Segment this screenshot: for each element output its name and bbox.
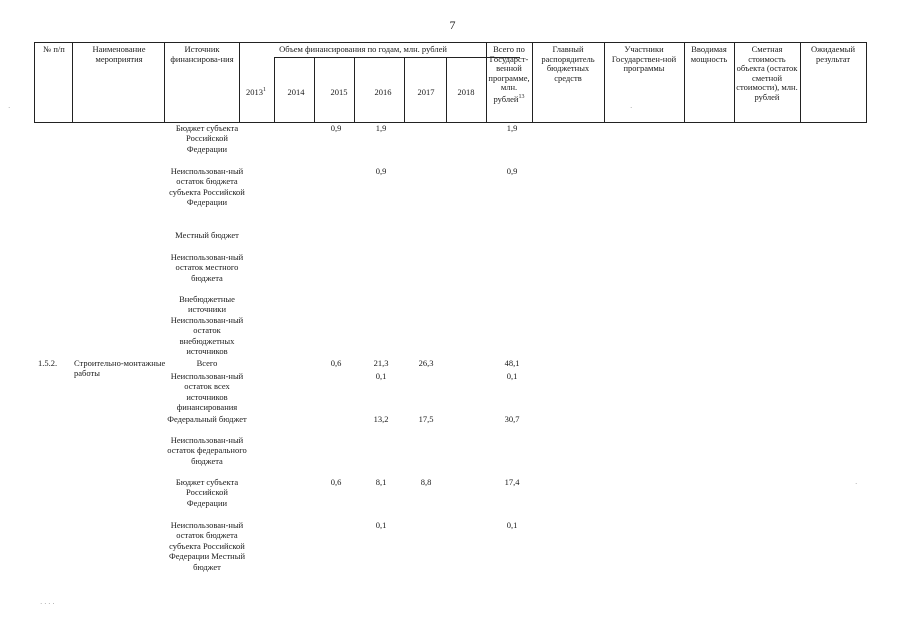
year-2016: 2016 — [374, 87, 392, 97]
cell-2017: 26,3 — [418, 358, 434, 368]
volume-subheader-border — [274, 57, 520, 58]
header-source: Источник финансирова-ния — [170, 44, 234, 64]
cell-2016: 0,9 — [375, 166, 387, 176]
row-source: Неиспользован-ный остаток внебюджетных источников — [170, 315, 244, 357]
cell-total: 0,9 — [506, 166, 518, 176]
col-border — [800, 42, 801, 123]
col-border — [72, 42, 73, 123]
cell-2017: 8,8 — [420, 477, 432, 487]
cell-2016: 13,2 — [373, 414, 389, 424]
header-total: Всего по Государст-венной программе, млн. рублей$^{13}$ — [488, 44, 530, 104]
header-capacity: Вводимая мощность — [690, 44, 728, 64]
cell-2016: 0,1 — [375, 371, 387, 381]
col-border — [866, 42, 867, 123]
col-border — [239, 42, 240, 123]
col-border — [164, 42, 165, 123]
col-border — [404, 57, 405, 123]
row-source: Всего — [196, 358, 218, 368]
year-2014: 2014 — [287, 87, 305, 97]
year-2018: 2018 — [457, 87, 475, 97]
row-source: Неиспользован-ный остаток бюджета субъекта Российской Федерации — [169, 166, 245, 208]
scan-speck: · · · · — [40, 600, 55, 608]
header-participants: Участники Государствен-ной программы — [611, 44, 677, 73]
cell-2017: 17,5 — [418, 414, 434, 424]
header-bottom-border — [34, 122, 867, 123]
activity-name: Строительно-монтажные работы — [74, 358, 166, 379]
cell-2016: 0,1 — [375, 520, 387, 530]
header-volume: Объем финансирования по годам, млн. рублей — [279, 44, 447, 54]
header-manager: Главный распорядитель бюджетных средств — [541, 44, 595, 83]
col-border — [532, 42, 533, 123]
scan-speck: · — [630, 104, 633, 112]
scan-speck: · — [8, 104, 11, 112]
cell-total: 1,9 — [506, 123, 518, 133]
header-result: Ожидаемый результат — [810, 44, 856, 64]
page-number: 7 — [449, 18, 456, 32]
year-2015: 2015 — [330, 87, 348, 97]
row-source: Бюджет субъекта Российской Федерации — [175, 477, 239, 508]
cell-2015: 0,6 — [330, 477, 342, 487]
row-source: Местный бюджет — [175, 230, 239, 240]
cell-2015: 0,9 — [330, 123, 342, 133]
year-2013: 2013$^1$ — [246, 87, 266, 97]
row-source: Неиспользован-ный остаток бюджета субъекта Российской Федерации Местный бюджет — [169, 520, 245, 572]
row-source: Неиспользован-ный остаток всех источников финансирования — [170, 371, 244, 413]
scan-speck: · — [855, 480, 858, 488]
row-source: Неиспользован-ный остаток федерального бюджета — [167, 435, 247, 466]
header-num: № п/п — [43, 44, 65, 54]
col-border — [34, 42, 35, 123]
row-number: 1.5.2. — [38, 358, 58, 368]
cell-total: 17,4 — [504, 477, 520, 487]
col-border — [604, 42, 605, 123]
row-source: Бюджет субъекта Российской Федерации — [175, 123, 239, 154]
col-border — [684, 42, 685, 123]
cell-total: 48,1 — [504, 358, 520, 368]
header-top-border — [34, 42, 867, 43]
year-2017: 2017 — [417, 87, 435, 97]
cell-total: 0,1 — [506, 520, 518, 530]
cell-2015: 0,6 — [330, 358, 342, 368]
cell-total: 0,1 — [506, 371, 518, 381]
cell-total: 30,7 — [504, 414, 520, 424]
row-source: Неиспользован-ный остаток местного бюджета — [170, 252, 244, 283]
row-source: Федеральный бюджет — [167, 414, 247, 424]
row-source: Внебюджетные источники — [179, 294, 235, 315]
cell-2016: 8,1 — [375, 477, 387, 487]
header-name: Наименование мероприятия — [92, 44, 146, 64]
cell-2016: 21,3 — [373, 358, 389, 368]
header-estimated-cost: Сметная стоимость объекта (остаток сметной стоимости), млн. рублей — [736, 44, 798, 102]
cell-2016: 1,9 — [375, 123, 387, 133]
col-border — [734, 42, 735, 123]
